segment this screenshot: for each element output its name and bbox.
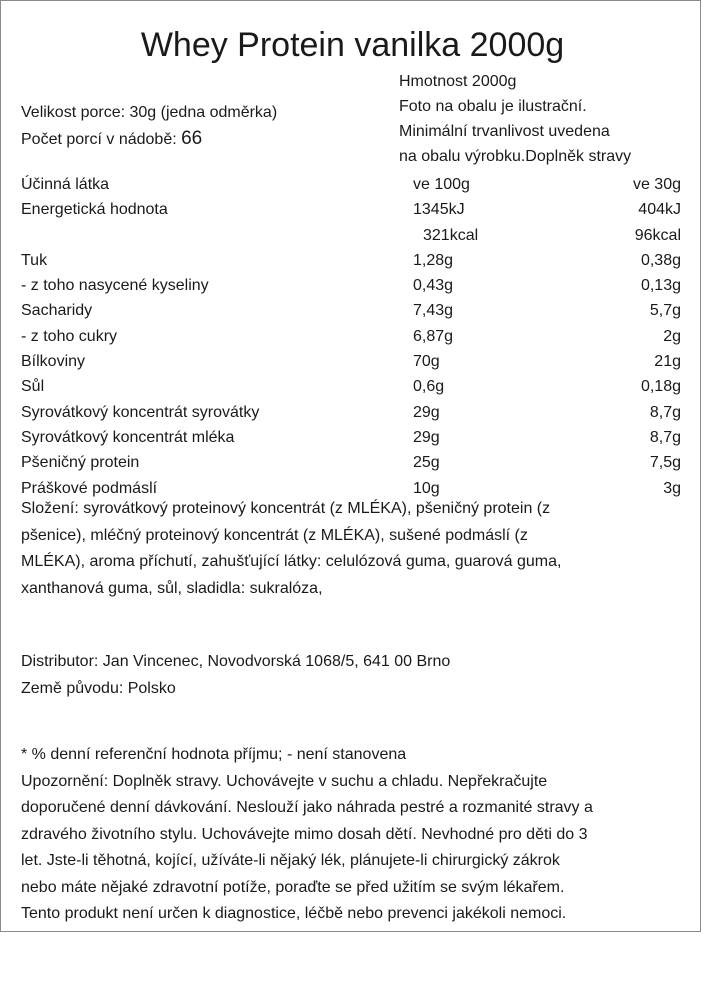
- distributor-text: Distributor: Jan Vincenec, Novodvorská 1068/5, 641 00 Brno: [21, 653, 451, 670]
- nutrition-header-row: [21, 172, 681, 197]
- weight-text: Hmotnost 2000g: [399, 73, 517, 90]
- energy-label: Energetická hodnota: [21, 201, 168, 219]
- distributor-block: [21, 648, 681, 702]
- composition-line: Složení: syrovátkový proteinový koncentrát (z MLÉKA), pšeničný protein (z: [21, 500, 551, 517]
- nutrient-name: Syrovátkový koncentrát mléka: [21, 428, 235, 446]
- nutrition-row: [21, 324, 681, 349]
- serving-count: [21, 126, 277, 153]
- warning-line: doporučené denní dávkování. Neslouží jako náhrada pestré a rozmanité stravy a: [21, 799, 593, 816]
- nutrition-row: [21, 425, 681, 450]
- serving-count-value: 66: [181, 128, 203, 149]
- nutrient-name: Syrovátkový koncentrát syrovátky: [21, 403, 260, 421]
- nutrient-name: Práškové podmáslí: [21, 479, 158, 497]
- serving-size: Velikost porce: 30g (jedna odměrka): [21, 104, 278, 121]
- nutrient-per-100g: 7,43g: [413, 302, 454, 320]
- nutrient-per-30g: 21g: [654, 353, 681, 371]
- nutrient-per-100g: 10g: [413, 479, 440, 497]
- nutrient-per-100g: 29g: [413, 403, 440, 421]
- nutrition-row: [21, 298, 681, 323]
- nutrition-table: [21, 172, 681, 501]
- energy-row: [21, 197, 681, 222]
- nutrient-name: Sůl: [21, 378, 45, 396]
- supplement-note: na obalu výrobku.Doplněk stravy: [399, 148, 632, 165]
- composition-line: pšenice), mléčný proteinový koncentrát (z MLÉKA), sušené podmáslí (z: [21, 526, 528, 544]
- nutrient-name: - z toho cukry: [21, 327, 118, 345]
- nutrient-per-30g: 3g: [663, 479, 681, 497]
- nutrient-name: Pšeničný protein: [21, 454, 140, 472]
- nutrient-per-30g: 0,13g: [640, 277, 681, 295]
- nutrient-per-30g: 5,7g: [649, 302, 681, 320]
- nutrient-per-100g: 0,43g: [413, 277, 454, 295]
- nutrition-row: [21, 450, 681, 475]
- product-title: Whey Protein vanilka 2000g: [140, 26, 565, 64]
- nutrition-row: [21, 273, 681, 298]
- nutrient-name: - z toho nasycené kyseliny: [21, 277, 209, 295]
- serving-count-label: Počet porcí v nádobě:: [21, 131, 177, 148]
- nutrition-row: [21, 349, 681, 374]
- composition-line: MLÉKA), aroma příchutí, zahušťující látky: celulózová guma, guarová guma,: [21, 553, 562, 570]
- nutrient-per-30g: 0,38g: [640, 251, 681, 269]
- footer-notes: [21, 742, 681, 928]
- nutrient-name: Sacharidy: [21, 302, 93, 320]
- energy-kj-100g: 1345kJ: [413, 201, 465, 219]
- nutrition-row: [21, 374, 681, 399]
- photo-note: Foto na obalu je ilustrační.: [399, 98, 587, 115]
- nutrition-row: [21, 400, 681, 425]
- nutrient-per-30g: 8,7g: [649, 403, 681, 421]
- warning-line: zdravého životního stylu. Uchovávejte mimo dosah dětí. Nevhodné pro děti do 3: [21, 825, 588, 843]
- nutrient-name: Bílkoviny: [21, 353, 86, 371]
- composition-line: xanthanová guma, sůl, sladidla: sukralóza,: [21, 579, 323, 597]
- nutrient-per-30g: 0,18g: [640, 378, 681, 396]
- energy-kcal-row: [21, 223, 681, 248]
- origin-text: Země původu: Polsko: [21, 680, 176, 697]
- header-per-30g: ve 30g: [632, 176, 681, 193]
- nutrient-per-30g: 8,7g: [649, 428, 681, 446]
- energy-kj-30g: 404kJ: [638, 201, 681, 219]
- warning-line: let. Jste-li těhotná, kojící, užíváte-li nějaký lék, plánujete-li chirurgický zákrok: [21, 852, 560, 869]
- nutrient-per-100g: 6,87g: [413, 327, 454, 345]
- serving-info: [21, 100, 277, 153]
- nutrient-per-30g: 2g: [663, 327, 681, 345]
- energy-kcal-30g: 96kcal: [634, 226, 681, 244]
- reference-note: * % denní referenční hodnota příjmu; - není stanovena: [21, 746, 407, 763]
- product-info-block: [399, 69, 631, 169]
- warning-line: Tento produkt není určen k diagnostice, léčbě nebo prevenci jakékoli nemoci.: [21, 905, 567, 922]
- warning-line: Upozornění: Doplněk stravy. Uchovávejte v suchu a chladu. Nepřekračujte: [21, 772, 548, 790]
- nutrient-per-100g: 1,28g: [413, 251, 454, 269]
- header-substance: Účinná látka: [21, 176, 110, 193]
- shelf-life-note: Minimální trvanlivost uvedena: [399, 123, 610, 140]
- nutrient-per-100g: 29g: [413, 428, 440, 446]
- nutrient-per-30g: 7,5g: [649, 454, 681, 472]
- warning-line: nebo máte nějaké zdravotní potíže, poraďte se před užitím se svým lékařem.: [21, 878, 565, 896]
- nutrition-row: [21, 248, 681, 273]
- nutrient-per-100g: 0,6g: [413, 378, 445, 396]
- nutrient-per-100g: 70g: [413, 353, 440, 371]
- nutrient-name: Tuk: [21, 251, 48, 269]
- nutrient-per-100g: 25g: [413, 454, 440, 472]
- composition-text: [21, 496, 681, 602]
- header-per-100g: ve 100g: [413, 176, 470, 193]
- energy-kcal-100g: 321kcal: [423, 226, 479, 244]
